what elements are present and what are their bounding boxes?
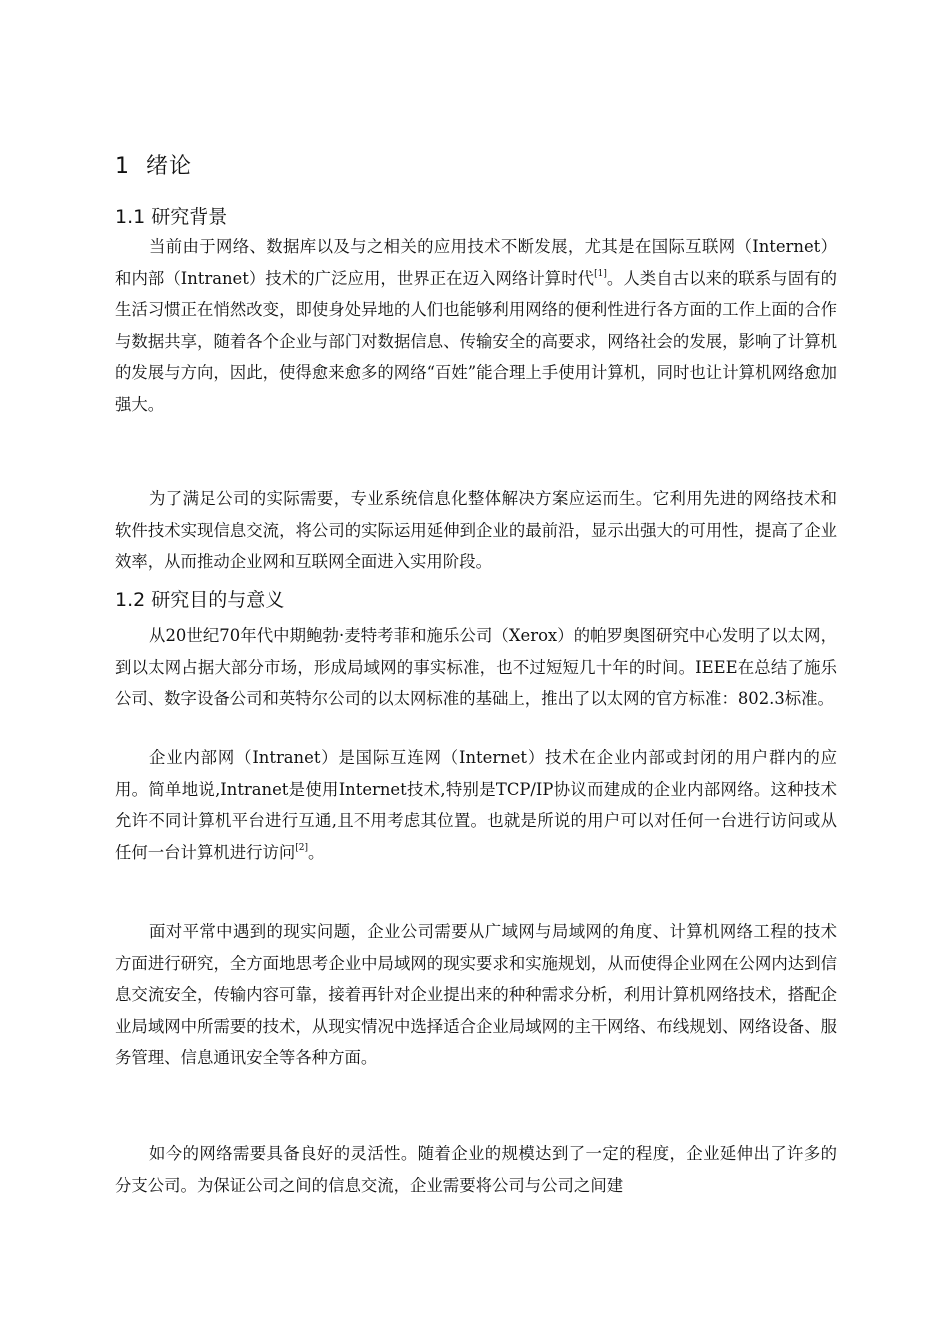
paragraph-text: 。人类自古以来的联系与固有的生活习惯正在悄然改变，即使身处异地的人们也能够利用网络的便利性进行各方面的工作上面的合作与数据共享，随着各个企业与部门对数据信息、传输安全的高要求，网络社会的发展，影响了计算机的发展与方向，因此，使得愈来愈多的网络“百姓”能合理上手使用计算机，同时也让计算机网络愈加强大。 xyxy=(115,268,837,414)
paragraph-text: 。 xyxy=(308,842,325,862)
paragraph-purpose-3: 面对平常中遇到的现实问题，企业公司需要从广域网与局域网的角度、计算机网络工程的技术方面进行研究，全方面地思考企业中局域网的现实要求和实施规划，从而使得企业网在公网内达到信息交流安全，传输内容可靠，接着再针对企业提出来的种种需求分析，利用计算机网络技术，搭配企业局域网中所需要的技术，从现实情况中选择适合企业局域网的主干网络、布线规划、网络设备、服务管理、信息通讯安全等各种方面。 xyxy=(115,922,837,1067)
paragraph-text: 企业内部网（Intranet）是国际互连网（Internet）技术在企业内部或封闭的用户群内的应用。简单地说,Intranet是使用Internet技术,特别是TCP/IP协议而建成的企业内部网络。这种技术允许不同计算机平台进行互通,且不用考虑其位置。也就是所说的用户可以对任何一台进行访问或从任何一台计算机进行访问 xyxy=(115,748,837,862)
section-title-purpose: 1.2 研究目的与意义 xyxy=(115,589,285,611)
chapter-title: 1 绪论 xyxy=(115,154,192,179)
citation-ref: [1] xyxy=(594,268,607,279)
paragraph-purpose-1: 从20世纪70年代中期鲍勃·麦特考菲和施乐公司（Xerox）的帕罗奥图研究中心发明了以太网，到以太网占据大部分市场，形成局域网的事实标准，也不过短短几十年的时间。IEEE在总结了施乐公司、数字设备公司和英特尔公司的以太网标准的基础上，推出了以太网的官方标准：802.3标准。 xyxy=(115,626,837,708)
section-title-background: 1.1 研究背景 xyxy=(115,206,228,228)
paragraph-text: 当前由于网络、数据库以及与之相关的应用技术不断发展，尤其是在国际互联网（Internet）和内部（Intranet）技术的广泛应用，世界正在迈入网络计算时代 xyxy=(115,237,837,288)
paragraph-purpose-2 xyxy=(115,742,837,868)
paragraph-background-2: 为了满足公司的实际需要，专业系统信息化整体解决方案应运而生。它利用先进的网络技术和软件技术实现信息交流，将公司的实际运用延伸到企业的最前沿，显示出强大的可用性，提高了企业效率，从而推动企业网和互联网全面进入实用阶段。 xyxy=(115,489,837,571)
paragraph-background-1 xyxy=(115,231,837,420)
citation-ref: [2] xyxy=(295,842,309,853)
paragraph-purpose-4: 如今的网络需要具备良好的灵活性。随着企业的规模达到了一定的程度，企业延伸出了许多的分支公司。为保证公司之间的信息交流，企业需要将公司与公司之间建 xyxy=(115,1144,837,1195)
